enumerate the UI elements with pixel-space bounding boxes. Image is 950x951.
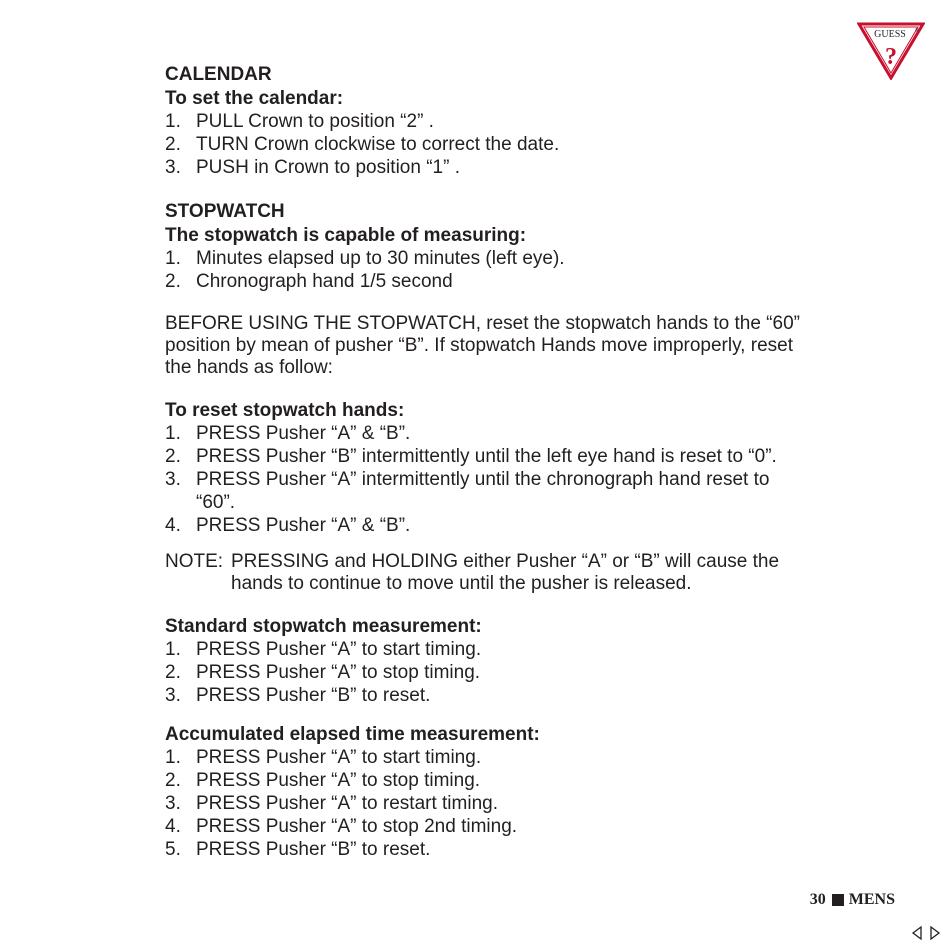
list-item: 4. PRESS Pusher “A” to stop 2nd timing.	[165, 816, 518, 837]
calendar-subheading: To set the calendar:	[165, 88, 344, 109]
list-item: 3. PRESS Pusher “A” to restart timing.	[165, 793, 498, 814]
list-item: 2. PRESS Pusher “A” to stop timing.	[165, 770, 481, 791]
list-item: 2. Chronograph hand 1/5 second	[165, 271, 453, 292]
list-item: 2. PRESS Pusher “A” to stop timing.	[165, 662, 481, 683]
stopwatch-section	[165, 199, 805, 293]
list-item: 1. PRESS Pusher “A” & “B”.	[165, 423, 411, 444]
accumulated-section	[165, 723, 805, 861]
note-label: NOTE:	[165, 551, 224, 572]
page-footer	[810, 891, 895, 909]
accumulated-subheading: Accumulated elapsed time measurement:	[165, 724, 540, 745]
list-item: 3. PRESS Pusher “A” intermittently until the chronograph hand reset to “60”.	[165, 469, 770, 513]
list-item: 2. PRESS Pusher “B” intermittently until the left eye hand is reset to “0”.	[165, 446, 777, 467]
before-using-paragraph: BEFORE USING THE STOPWATCH, reset the stopwatch hands to the “60” position by mean of pusher “B”. If stopwatch Hands move improperly, reset the hands as follow:	[165, 313, 800, 378]
list-item: 1. PULL Crown to position “2” .	[165, 111, 434, 132]
reset-section	[165, 399, 805, 537]
list-item: 3. PRESS Pusher “B” to reset.	[165, 685, 431, 706]
accumulated-steps	[165, 746, 805, 861]
calendar-section	[165, 62, 805, 179]
guess-logo	[857, 22, 925, 80]
square-icon	[832, 894, 844, 906]
standard-subheading: Standard stopwatch measurement:	[165, 616, 482, 637]
stopwatch-heading: STOPWATCH	[165, 201, 285, 222]
standard-steps	[165, 638, 805, 707]
section-label: MENS	[848, 891, 895, 908]
logo-registered: ®	[915, 28, 919, 34]
list-item: 4. PRESS Pusher “A” & “B”.	[165, 515, 411, 536]
list-item: 5. PRESS Pusher “B” to reset.	[165, 839, 431, 860]
list-item: 1. PRESS Pusher “A” to start timing.	[165, 747, 482, 768]
reset-subheading: To reset stopwatch hands:	[165, 400, 405, 421]
stopwatch-items	[165, 247, 805, 293]
list-item: 1. Minutes elapsed up to 30 minutes (left eye).	[165, 248, 565, 269]
standard-section	[165, 615, 805, 707]
note-text: PRESSING and HOLDING either Pusher “A” or “B” will cause the hands to continue to move until the pusher is released.	[231, 551, 780, 594]
page-number: 30	[809, 891, 826, 908]
logo-text: GUESS	[874, 29, 906, 40]
reset-steps	[165, 422, 805, 537]
calendar-heading: CALENDAR	[165, 64, 272, 85]
note	[165, 551, 805, 595]
list-item: 3. PUSH in Crown to position “1” .	[165, 157, 460, 178]
list-item: 1. PRESS Pusher “A” to start timing.	[165, 639, 482, 660]
triangle-left-icon[interactable]	[910, 925, 924, 941]
stopwatch-subheading: The stopwatch is capable of measuring:	[165, 225, 527, 246]
list-item: 2. TURN Crown clockwise to correct the date.	[165, 134, 560, 155]
page-navigation	[910, 925, 942, 941]
calendar-steps	[165, 110, 805, 179]
triangle-right-icon[interactable]	[928, 925, 942, 941]
page-content	[165, 62, 805, 881]
svg-text:?: ?	[885, 44, 897, 70]
